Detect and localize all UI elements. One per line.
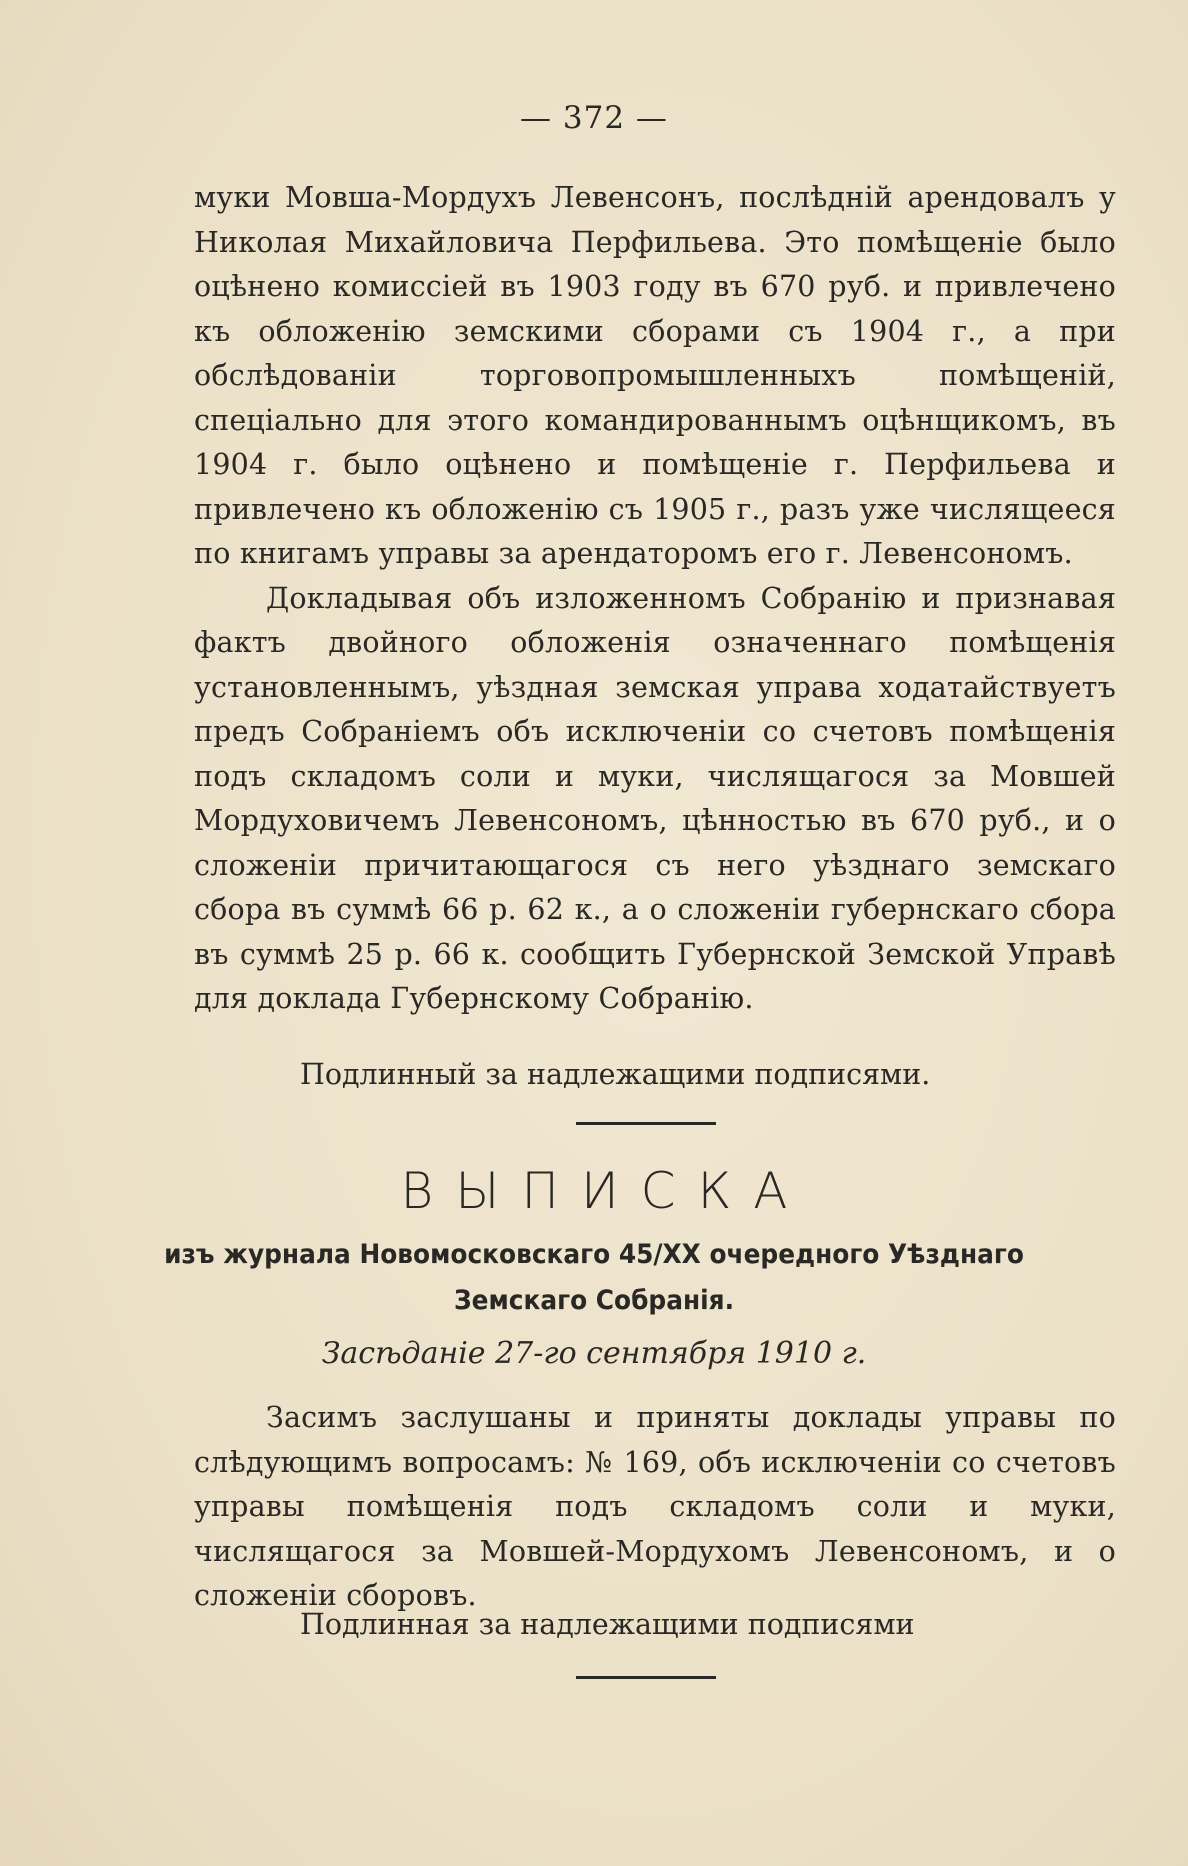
body-section-1 [194, 176, 1116, 1022]
divider-bottom [576, 1676, 716, 1679]
document-heading: ВЫПИСКА [400, 1162, 810, 1220]
session-date: Засѣданіе 27-го сентября 1910 г. [321, 1336, 867, 1371]
page-number: — 372 — [520, 100, 668, 136]
body-section-2 [194, 1396, 1116, 1619]
subheading-line-1: изъ журнала Новомосковскаго 45/XX очередного Уѣзднаго [164, 1239, 1024, 1270]
paragraph-3: Засимъ заслушаны и приняты доклады управы по слѣдующимъ вопросамъ: № 169, объ исключеніи со счетовъ управы помѣщенія подъ складомъ соли и муки, числящагося за Мовшей-Мордухомъ Левенсономъ, и о сложеніи сборовъ. [194, 1401, 1116, 1612]
subheading-line-2: Земскаго Собранія. [453, 1285, 735, 1316]
paragraph-2: Докладывая объ изложенномъ Собранію и признавая фактъ двойного обложенія означеннаго помѣщенія установленнымъ, уѣздная земская управа ходатайствуетъ предъ Собраніемъ объ исключеніи со счетовъ помѣщенія подъ складомъ соли и муки, числящагося за Мовшей Мордуховичемъ Левенсономъ, цѣнностью въ 670 руб., и о сложеніи причитающагося съ него уѣзднаго земскаго сбора въ суммѣ 66 р. 62 к., а о сложеніи губернскаго сбора въ суммѣ 25 р. 66 к. сообщить Губернской Земской Управѣ для доклада Губернскому Собранію. [194, 581, 1116, 1015]
signature-line-1: Подлинный за надлежащими подписями. [300, 1058, 931, 1091]
divider-top [576, 1122, 716, 1125]
signature-line-2: Подлинная за надлежащими подписями [300, 1608, 915, 1641]
paragraph-1: муки Мовша-Мордухъ Левенсонъ, послѣдній арендовалъ у Николая Михайловича Перфильева. Это помѣщеніе было оцѣнено комиссіей въ 1903 году въ 670 руб. и привлечено къ обложенію земскими сборами съ 1904 г., а при обслѣдованіи торговопромышленныхъ помѣщеній, спеціально для этого командированнымъ оцѣнщикомъ, въ 1904 г. было оцѣнено и помѣщеніе г. Перфильева и привлечено къ обложенію съ 1905 г., разъ уже числящееся по книгамъ управы за арендаторомъ его г. Левенсономъ. [194, 181, 1116, 570]
